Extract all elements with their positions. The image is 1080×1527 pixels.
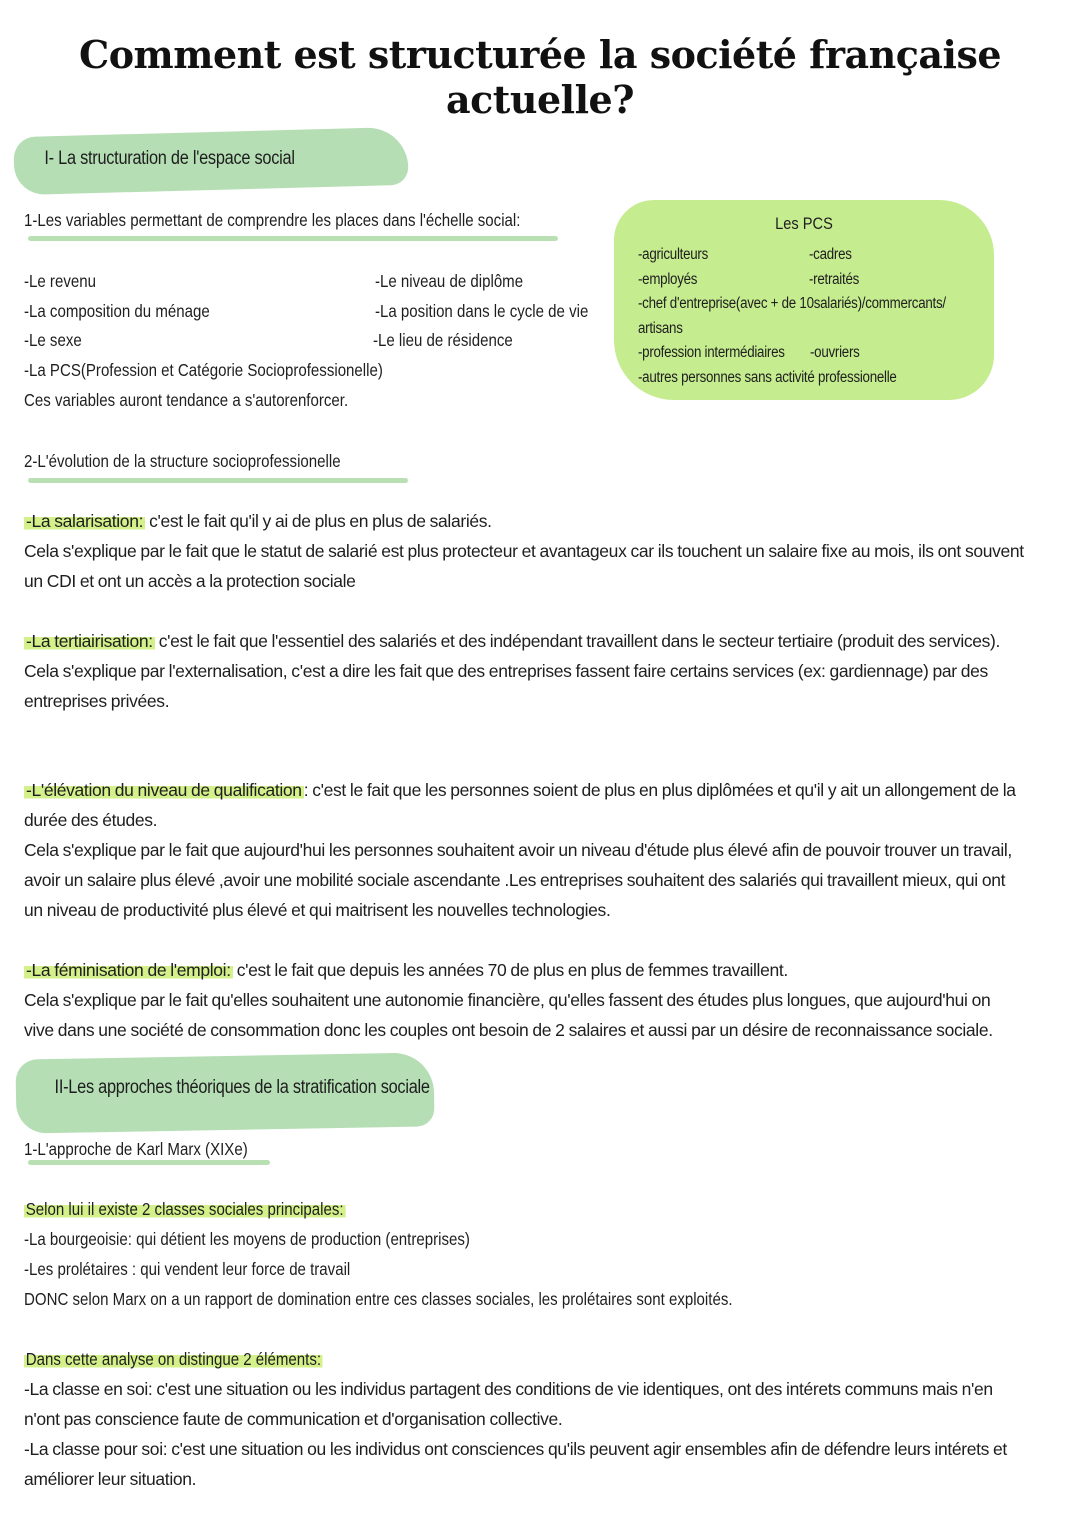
marx-proletaires: -Les prolétaires : qui vendent leur force de travail: [24, 1259, 351, 1279]
marx-classes-intro-text: Selon lui il existe 2 classes sociales principales:: [25, 1199, 344, 1219]
classe-pour-soi: -La classe pour soi: c'est une situation ou les individus ont consciences qu'ils peuvent agir ensembles afin de défendre leurs intérets et améliorer leur situation.: [24, 1439, 1007, 1489]
feminisation-term: -La féminisation de l'emploi:: [26, 960, 231, 980]
variable-residence: -Le lieu de résidence: [373, 330, 513, 350]
qualification-term: -L'élévation du niveau de qualification: [26, 780, 302, 800]
variable-menage: -La composition du ménage: [24, 301, 210, 321]
variables-conclusion: Ces variables auront tendance a s'autorenforcer.: [24, 390, 349, 410]
variable-diplome: -Le niveau de diplôme: [375, 271, 524, 291]
tertiairisation-explanation: Cela s'explique par l'externalisation, c'est a dire les fait que des entreprises fassent faire certains services (ex: gardiennage) par des entreprises privées.: [24, 661, 988, 711]
marx-bourgeoisie: -La bourgeoisie: qui détient les moyens de production (entreprises): [24, 1229, 470, 1249]
feminisation-paragraph: [24, 955, 1024, 1045]
variable-pcs: -La PCS(Profession et Catégorie Socioprofessionelle): [24, 360, 383, 380]
pcs-ouvriers: -ouvriers: [810, 344, 860, 361]
sub2-heading: 2-L'évolution de la structure socioprofessionelle: [24, 451, 341, 471]
pcs-box: [614, 200, 994, 400]
salarisation-paragraph: [24, 506, 1024, 596]
section2-heading: II-Les approches théoriques de la stratification sociale: [54, 1077, 430, 1098]
qualification-paragraph: [24, 775, 1024, 925]
feminisation-explanation: Cela s'explique par le fait qu'elles souhaitent une autonomie financière, qu'elles fassent des études plus longues, que aujourd'hui on vive dans une société de consommation donc les couples ont besoin de 2 salaires et aussi par un désire de reconnaissance sociale.: [24, 990, 993, 1040]
feminisation-definition: c'est le fait que depuis les années 70 de plus en plus de femmes travaillent.: [232, 960, 788, 980]
marx-classes-intro: [24, 1194, 345, 1224]
variable-sexe: -Le sexe: [24, 330, 82, 350]
pcs-title: Les PCS: [775, 214, 833, 233]
pcs-employes: -employés: [638, 271, 698, 288]
marx-donc: DONC selon Marx on a un rapport de domination entre ces classes sociales, les prolétaires sont exploités.: [24, 1289, 733, 1309]
pcs-artisans: artisans: [638, 320, 683, 337]
qualification-explanation: Cela s'explique par le fait que aujourd'hui les personnes souhaitent avoir un niveau d'étude plus élevé afin de pouvoir trouver un travail, avoir un salaire plus élevé ,avoir une mobilité sociale ascendante .Les entreprises souhaitent des salariés qui travaillent mieux, qui ont un niveau de productivité plus élevé et qui maitrisent les nouvelles technologies.: [24, 840, 1012, 920]
pcs-chef: -chef d'entreprise(avec + de 10salariés)/commercants/: [638, 295, 946, 312]
salarisation-term: -La salarisation:: [26, 511, 144, 531]
marx-analyse-intro: [24, 1344, 323, 1374]
sub1-underline: [28, 236, 558, 241]
variable-cycle: -La position dans le cycle de vie: [375, 301, 589, 321]
pcs-intermediaires: -profession intermédiaires: [638, 344, 785, 361]
section1-heading: I- La structuration de l'espace social: [44, 148, 295, 169]
classe-en-soi: -La classe en soi: c'est une situation ou les individus partagent des conditions de vie identiques, ont des intérets communs mais n'en n'ont pas conscience faute de communication et d'organisation collective.: [24, 1379, 993, 1429]
qualification-definition: : c'est le fait que les personnes soient de plus en plus diplômées et qu'il y ait un allongement de la durée des études.: [24, 780, 1016, 830]
variable-revenu: -Le revenu: [24, 271, 96, 291]
sub2-underline: [28, 478, 408, 483]
pcs-autres: -autres personnes sans activité professionelle: [638, 369, 897, 386]
pcs-cadres: -cadres: [809, 246, 852, 263]
marx-analyse-intro-text: Dans cette analyse on distingue 2 éléments:: [25, 1349, 322, 1369]
tertiairisation-term: -La tertiairisation:: [26, 631, 153, 651]
salarisation-definition: c'est le fait qu'il y ai de plus en plus de salariés.: [145, 511, 492, 531]
tertiairisation-paragraph: [24, 626, 1024, 716]
pcs-agriculteurs: -agriculteurs: [638, 246, 708, 263]
sub1-heading: 1-Les variables permettant de comprendre les places dans l'échelle social:: [24, 210, 521, 230]
page-title: Comment est structurée la société française actuelle?: [78, 32, 1002, 122]
pcs-retraites: -retraités: [809, 271, 860, 288]
salarisation-explanation: Cela s'explique par le fait que le statut de salarié est plus protecteur et avantageux car ils touchent un salaire fixe au mois, ils ont souvent un CDI et ont un accès a la protection sociale: [24, 541, 1024, 591]
marx-underline: [28, 1160, 270, 1165]
tertiairisation-definition: c'est le fait que l'essentiel des salariés et des indépendant travaillent dans le secteur tertiaire (produit des services).: [154, 631, 1001, 651]
marx-heading: 1-L'approche de Karl Marx (XIXe): [24, 1139, 248, 1159]
